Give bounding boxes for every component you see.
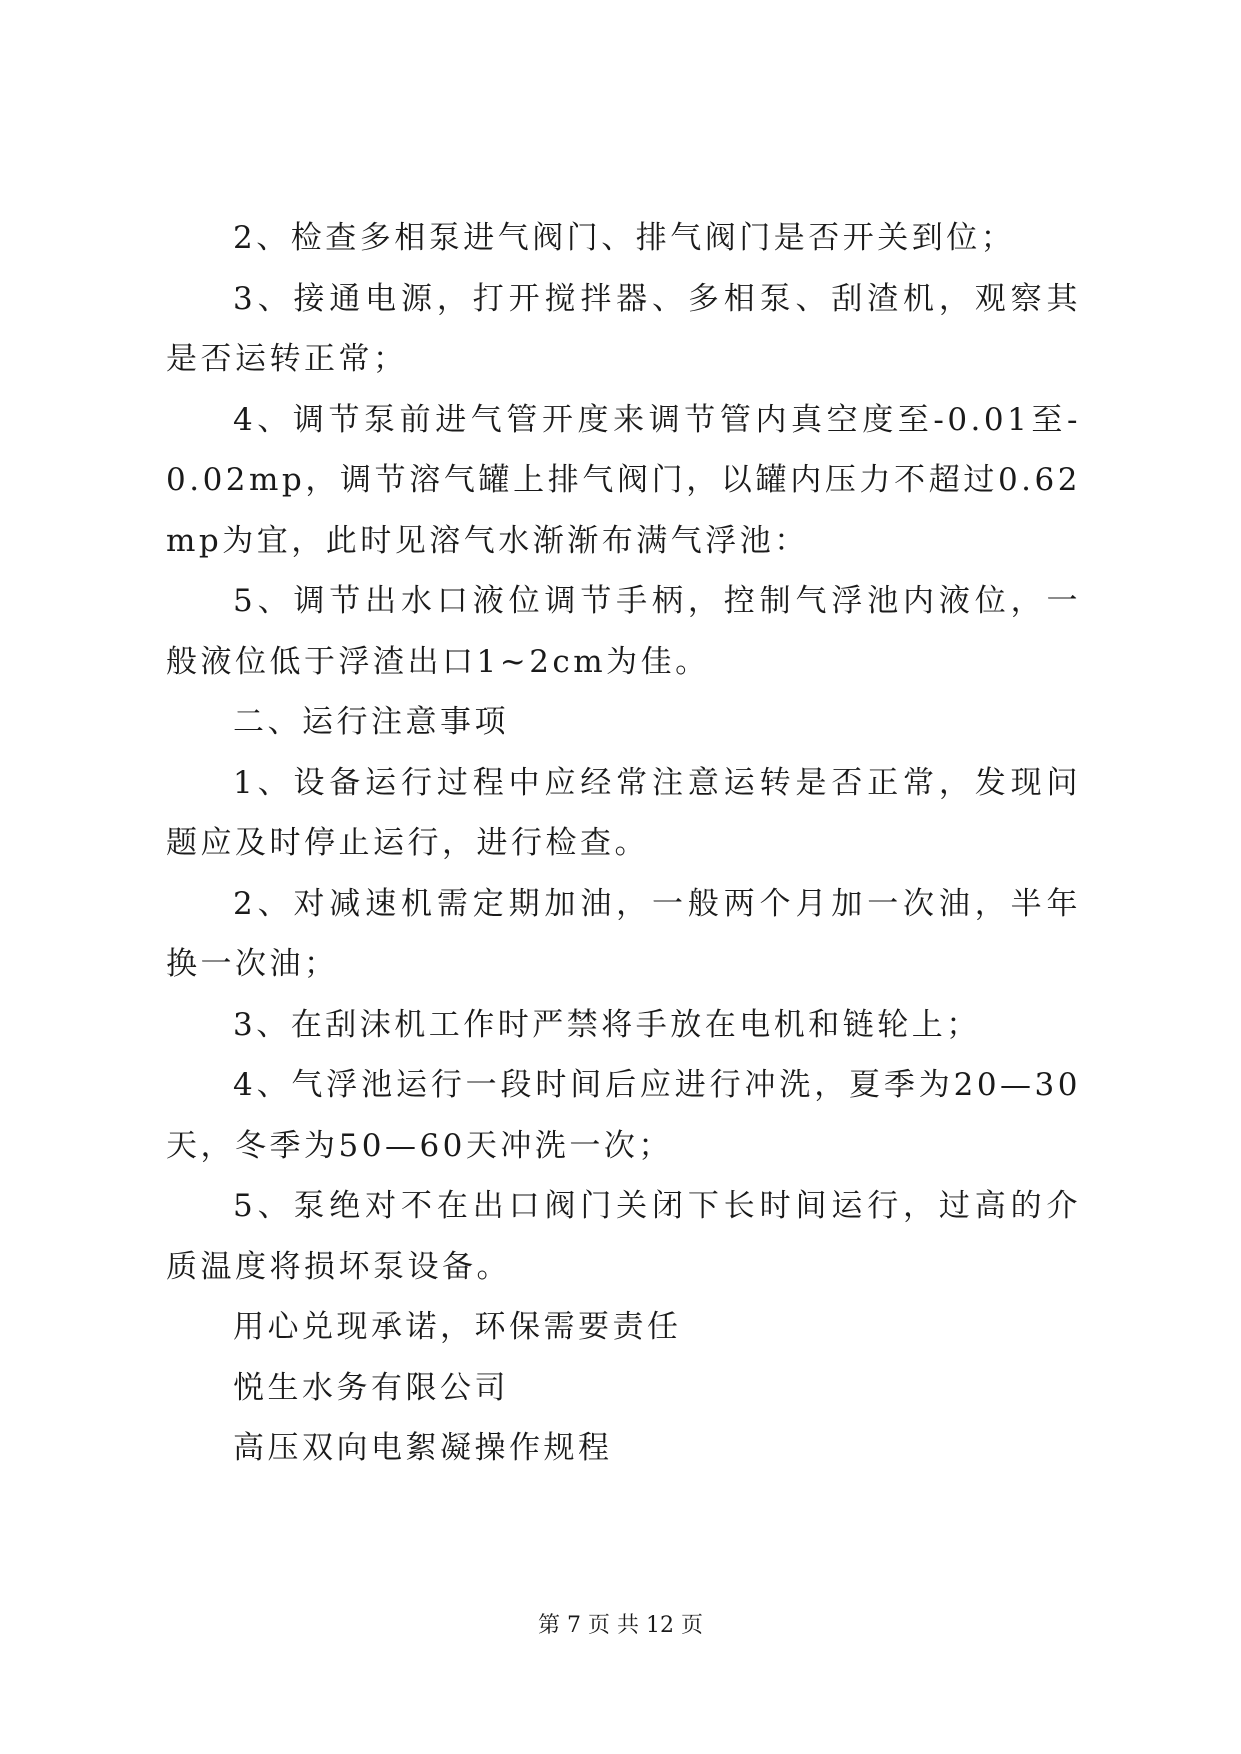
slogan: 用心兑现承诺，环保需要责任	[233, 1309, 682, 1345]
paragraph-safety-hands: 3、在刮沫机工作时严禁将手放在电机和链轮上；	[233, 1006, 981, 1043]
paragraph-reducer-oil: 2、对减速机需定期加油，一般两个月加一次油，半年换一次油；	[166, 885, 1081, 982]
paragraph-adjust-vacuum: 4、调节泵前进气管开度来调节管内真空度至-0.01至-0.02mp，调节溶气罐上排气阀门，以罐内压力不超过0.62mp为宜，此时见溶气水渐渐布满气浮池：	[166, 401, 1081, 559]
next-section-title: 高压双向电絮凝操作规程	[233, 1430, 613, 1466]
paragraph-power-on: 3、接通电源，打开搅拌器、多相泵、刮渣机，观察其是否运转正常；	[166, 280, 1081, 377]
paragraph-monitor-operation: 1、设备运行过程中应经常注意运转是否正常，发现问题应及时停止运行，进行检查。	[166, 764, 1081, 861]
paragraph-flush-schedule: 4、气浮池运行一段时间后应进行冲洗，夏季为20—30天，冬季为50—60天冲洗一次；	[166, 1067, 1081, 1164]
company-name: 悦生水务有限公司	[233, 1369, 509, 1406]
page-footer: 第 7 页 共 12 页	[538, 1613, 703, 1638]
paragraph-pump-warning: 5、泵绝对不在出口阀门关闭下长时间运行，过高的介质温度将损坏泵设备。	[166, 1188, 1081, 1285]
document-body	[166, 208, 1081, 1479]
paragraph-adjust-level: 5、调节出水口液位调节手柄，控制气浮池内液位，一般液位低于浮渣出口1~2cm为佳。	[166, 583, 1081, 680]
section-heading-operation-notes: 二、运行注意事项	[233, 704, 509, 740]
paragraph-check-valves: 2、检查多相泵进气阀门、排气阀门是否开关到位；	[233, 220, 1016, 256]
